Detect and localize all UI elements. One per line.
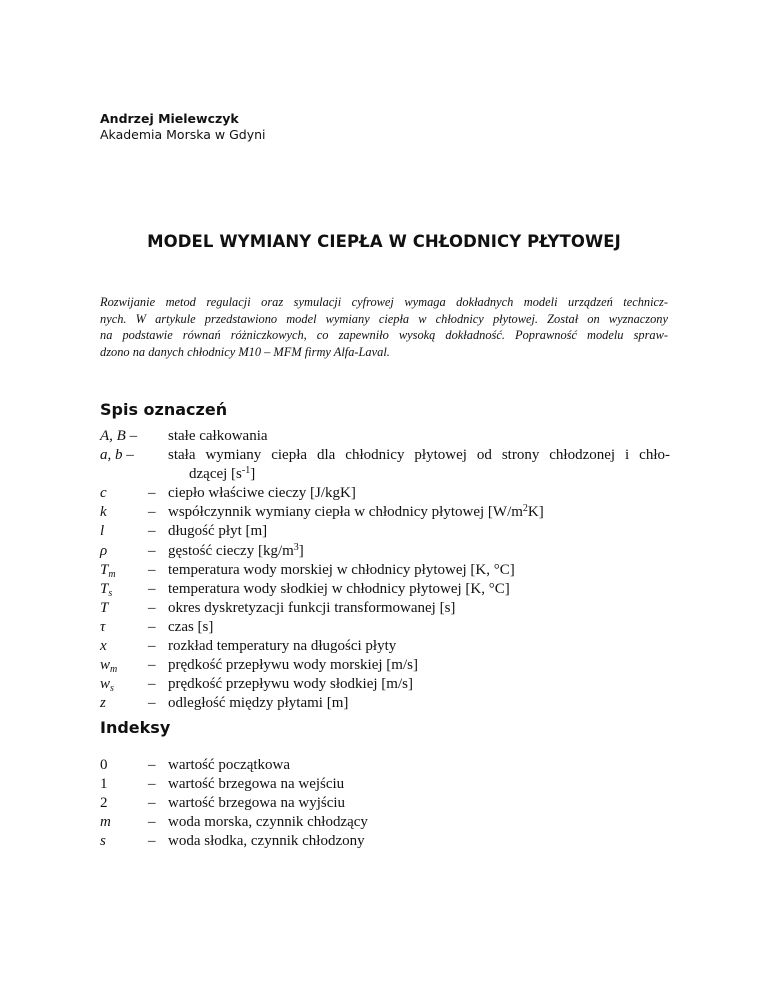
dash: – (148, 676, 156, 693)
author-affiliation: Akademia Morska w Gdyni (100, 127, 266, 142)
list-item (100, 756, 670, 775)
list-item-continuation (100, 465, 670, 484)
dash: – (148, 542, 156, 559)
description: stałe całkowania (168, 428, 268, 444)
abstract (100, 294, 668, 360)
symbol: 2 (100, 795, 108, 812)
symbol: $T_s$ (100, 580, 113, 599)
description: woda morska, czynnik chłodzący (168, 814, 368, 831)
description: dzącej $[s^{-1}]$ (189, 465, 256, 483)
symbol: A, B – (100, 428, 138, 444)
list-item (100, 484, 670, 503)
author-name: Andrzej Mielewczyk (100, 111, 239, 126)
list-item (100, 637, 670, 656)
symbol: 1 (100, 776, 108, 793)
list-item (100, 522, 670, 541)
list-item (100, 446, 670, 465)
index-list (100, 756, 670, 851)
description: czas [s] (168, 618, 214, 635)
dash: – (148, 795, 156, 812)
abstract-line: dzono na danych chłodnicy M10 – MFM firmy Alfa-Laval. (100, 344, 390, 359)
abstract-line: na podstawie równań różniczkowych, co zapewniło wysoką dokładność. Poprawność modelu spraw- (100, 328, 668, 342)
description: woda słodka, czynnik chłodzony (168, 833, 365, 850)
symbol: s (100, 833, 106, 850)
list-item (100, 427, 670, 446)
description: odległość między płytami [m] (168, 695, 349, 712)
dash: – (148, 657, 156, 674)
dash: – (148, 523, 156, 540)
list-item (100, 813, 670, 832)
abstract-line: Rozwijanie metod regulacji oraz symulacji cyfrowej wymaga dokładnych modeli urządzeń technicz- (100, 295, 668, 309)
dash: – (148, 695, 156, 712)
paper-title: MODEL WYMIANY CIEPŁA W CHŁODNICY PŁYTOWEJ (147, 232, 621, 251)
description: wartość brzegowa na wyjściu (168, 795, 346, 812)
description: wartość brzegowa na wejściu (168, 776, 345, 793)
symbol: ρ (100, 542, 108, 559)
list-item (100, 503, 670, 522)
description: temperatura wody morskiej w chłodnicy płytowej [K, °C] (168, 561, 515, 578)
list-item (100, 832, 670, 851)
dash: – (148, 504, 156, 521)
description: gęstość cieczy $[kg/m^3]$ (168, 541, 304, 559)
dash: – (148, 618, 156, 635)
abstract-line: nych. W artykule przedstawiono model wymiany ciepła w chłodnicy płytowej. Został on wyznaczony (100, 311, 668, 326)
section-heading-indices: Indeksy (100, 718, 171, 737)
symbol: m (100, 814, 111, 831)
description: długość płyt [m] (168, 523, 268, 540)
description: współczynnik wymiany ciepła w chłodnicy płytowej $[W/m^2K]$ (168, 503, 544, 521)
description: prędkość przepływu wody słodkiej [m/s] (168, 676, 413, 693)
description: prędkość przepływu wody morskiej [m/s] (168, 657, 418, 674)
list-item (100, 542, 670, 561)
description: okres dyskretyzacji funkcji transformowanej [s] (168, 599, 456, 616)
dash: – (148, 561, 156, 578)
symbol: τ (100, 618, 106, 635)
dash: – (148, 833, 156, 850)
dash: – (148, 580, 156, 597)
symbol: 0 (100, 757, 108, 773)
symbol: c (100, 485, 107, 502)
symbol: a, b – (100, 447, 134, 464)
list-item (100, 675, 670, 694)
symbol: x (100, 638, 107, 655)
symbol: $w_s$ (100, 676, 114, 695)
list-item (100, 618, 670, 637)
dash: – (148, 599, 156, 616)
symbol: $w_m$ (100, 657, 118, 676)
list-item (100, 794, 670, 813)
dash: – (148, 485, 156, 502)
dash: – (148, 814, 156, 831)
list-item (100, 561, 670, 580)
list-item (100, 775, 670, 794)
description: wartość początkowa (168, 757, 291, 773)
symbol: T (100, 599, 109, 616)
list-item (100, 580, 670, 599)
symbol: $T_m$ (100, 561, 116, 580)
symbol: l (100, 523, 105, 540)
dash: – (148, 757, 156, 773)
description: stała wymiany ciepła dla chłodnicy płytowej od strony chłodzonej i chło- (168, 447, 670, 464)
description: temperatura wody słodkiej w chłodnicy płytowej [K, °C] (168, 580, 510, 597)
description: rozkład temperatury na długości płyty (168, 638, 397, 655)
symbol: k (100, 504, 107, 521)
dash: – (148, 638, 156, 655)
description: ciepło właściwe cieczy [J/kgK] (168, 485, 356, 502)
author-block (100, 111, 266, 143)
section-heading-symbols: Spis oznaczeń (100, 400, 228, 419)
list-item (100, 694, 670, 713)
list-item (100, 599, 670, 618)
symbol-list (100, 427, 670, 713)
list-item (100, 656, 670, 675)
dash: – (148, 776, 156, 793)
symbol: z (100, 695, 106, 712)
